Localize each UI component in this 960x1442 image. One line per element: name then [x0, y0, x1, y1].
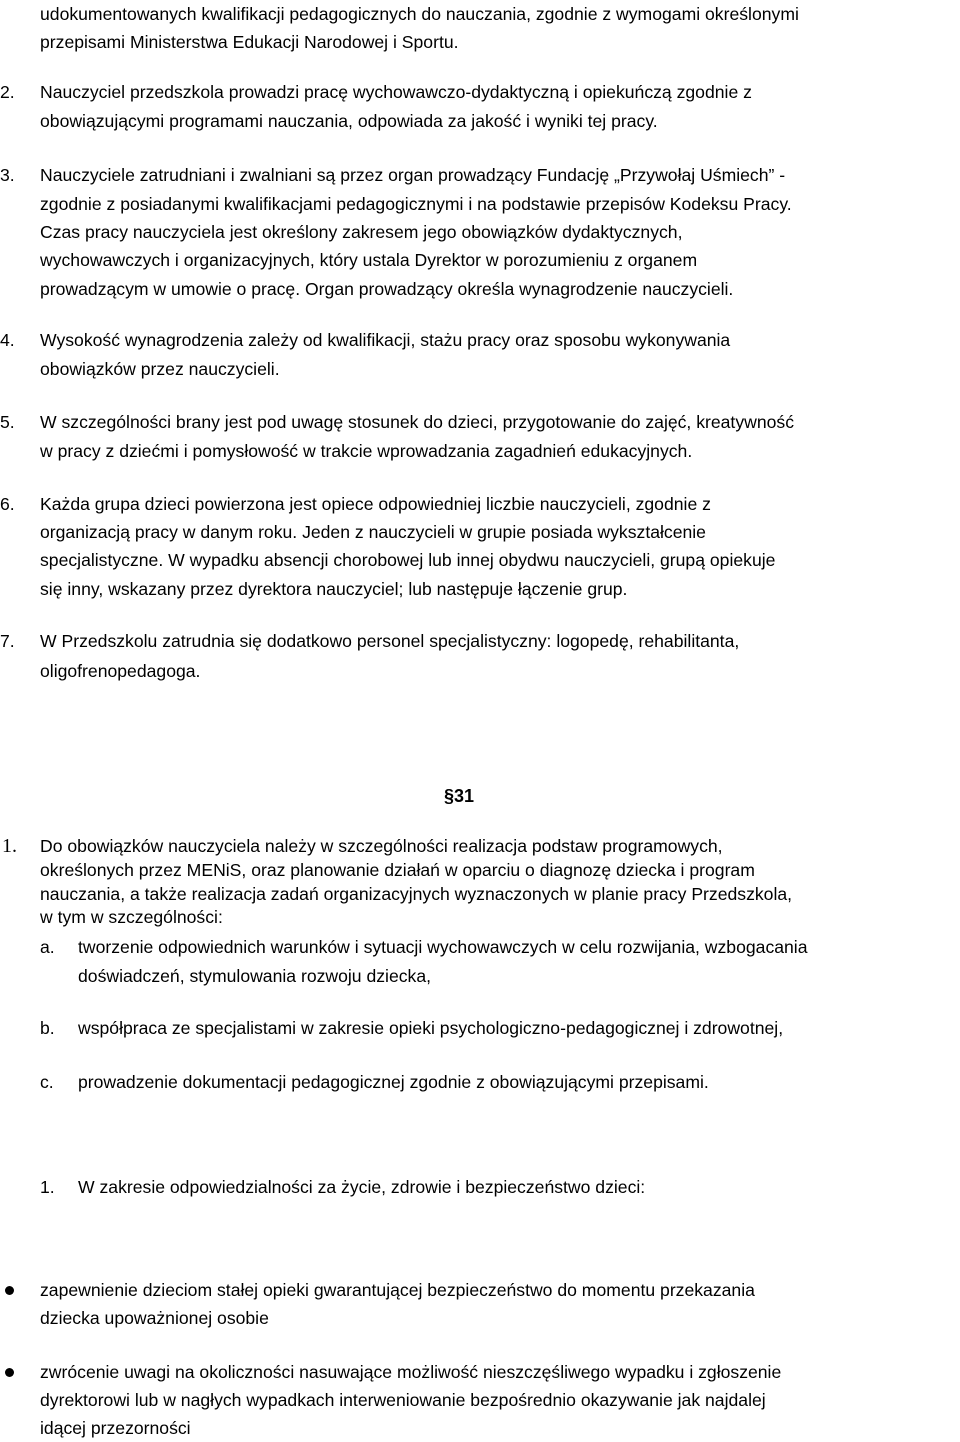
item-line: prowadzącym w umowie o pracę. Organ prowadzący określa wynagrodzenie nauczycieli. — [40, 279, 734, 299]
item-number: 2. — [0, 82, 15, 102]
section-heading: §31 — [444, 786, 475, 806]
item-line: nauczania, a także realizacja zadań organizacyjnych wyznaczonych w planie pracy Przedszkola, — [40, 884, 793, 904]
item-line: Nauczyciele zatrudniani i zwalniani są przez organ prowadzący Fundację „Przywołaj Uśmiech” - — [40, 165, 786, 185]
subitem-letter: a. — [40, 937, 55, 957]
bullet-line: dyrektorowi lub w nagłych wypadkach interweniowanie bezpośrednio okazywanie jak najdalej — [40, 1390, 766, 1410]
item-number: 5. — [0, 412, 15, 432]
subitem-line: prowadzenie dokumentacji pedagogicznej zgodnie z obowiązującymi przepisami. — [78, 1072, 709, 1092]
bullet-line: zapewnienie dzieciom stałej opieki gwarantującej bezpieczeństwo do momentu przekazania — [40, 1280, 755, 1300]
intro-line: przepisami Ministerstwa Edukacji Narodowej i Sportu. — [40, 32, 459, 52]
item-line: organizacją pracy w danym roku. Jeden z nauczycieli w grupie posiada wykształcenie — [40, 522, 706, 542]
item-line: określonych przez MENiS, oraz planowanie działań w oparciu o diagnozę dziecka i program — [40, 860, 755, 880]
item-number: 1. — [40, 1177, 55, 1197]
bullet-line: dziecka upoważnionej osobie — [40, 1308, 269, 1328]
item-line: Do obowiązków nauczyciela należy w szczególności realizacja podstaw programowych, — [40, 836, 723, 856]
item-number: 6. — [0, 494, 15, 514]
item-line: W Przedszkolu zatrudnia się dodatkowo personel specjalistyczny: logopedę, rehabilitanta, — [40, 631, 740, 651]
subitem-line: współpraca ze specjalistami w zakresie opieki psychologiczno-pedagogicznej i zdrowotnej, — [78, 1018, 784, 1038]
intro-line: udokumentowanych kwalifikacji pedagogicznych do nauczania, zgodnie z wymogami określonymi — [40, 4, 799, 24]
item-line: Nauczyciel przedszkola prowadzi pracę wychowawczo-dydaktyczną i opiekuńczą zgodnie z — [40, 82, 752, 102]
item-number: 1. — [2, 835, 17, 857]
bullet-dot — [5, 1368, 14, 1377]
bullet-line: idącej przezorności — [40, 1418, 191, 1438]
item-line: specjalistyczne. W wypadku absencji chorobowej lub innej obydwu nauczycieli, grupą opiekuje — [40, 550, 776, 570]
item-number: 4. — [0, 330, 15, 350]
item-number: 3. — [0, 165, 15, 185]
item-line: Czas pracy nauczyciela jest określony zakresem jego obowiązków dydaktycznych, — [40, 222, 683, 242]
item-line: wychowawczych i organizacyjnych, który ustala Dyrektor w porozumieniu z organem — [40, 250, 698, 270]
item-line: Wysokość wynagrodzenia zależy od kwalifikacji, stażu pracy oraz sposobu wykonywania — [40, 330, 731, 350]
item-line: zgodnie z posiadanymi kwalifikacjami pedagogicznymi i na podstawie przepisów Kodeksu Pracy. — [40, 194, 792, 214]
item-line: w pracy z dziećmi i pomysłowość w trakcie wprowadzania zagadnień edukacyjnych. — [40, 441, 693, 461]
subitem-line: tworzenie odpowiednich warunków i sytuacji wychowawczych w celu rozwijania, wzbogacania — [78, 937, 808, 957]
bullet-line: zwrócenie uwagi na okoliczności nasuwające możliwość nieszczęśliwego wypadku i zgłoszenie — [40, 1362, 782, 1382]
bullet-dot — [5, 1286, 14, 1295]
item-line: obowiązków przez nauczycieli. — [40, 359, 280, 379]
item-number: 7. — [0, 631, 15, 651]
subitem-letter: c. — [40, 1072, 54, 1092]
item-line: oligofrenopedagoga. — [40, 661, 201, 681]
item-line: się inny, wskazany przez dyrektora nauczyciel; lub następuje łączenie grup. — [40, 579, 628, 599]
item-line: W zakresie odpowiedzialności za życie, zdrowie i bezpieczeństwo dzieci: — [78, 1177, 646, 1197]
item-line: obowiązującymi programami nauczania, odpowiada za jakość i wyniki tej pracy. — [40, 111, 658, 131]
subitem-line: doświadczeń, stymulowania rozwoju dziecka, — [78, 966, 432, 986]
item-line: Każda grupa dzieci powierzona jest opiece odpowiedniej liczbie nauczycieli, zgodnie z — [40, 494, 711, 514]
item-line: W szczególności brany jest pod uwagę stosunek do dzieci, przygotowanie do zajęć, kreatywność — [40, 412, 794, 432]
subitem-letter: b. — [40, 1018, 55, 1038]
item-line: w tym w szczególności: — [40, 907, 223, 927]
